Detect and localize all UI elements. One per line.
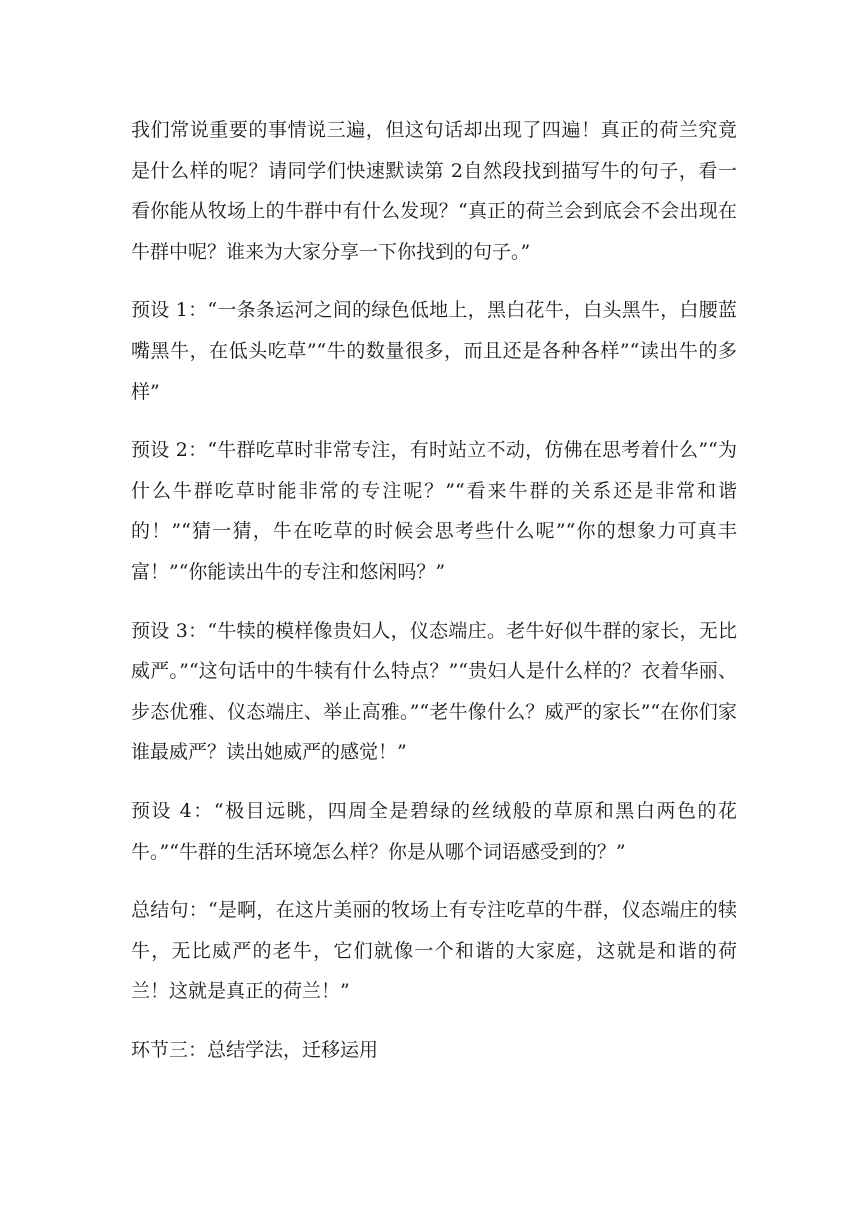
section-heading: 环节三：总结学法，迁移运用 (131, 1038, 379, 1061)
paragraph-intro: 我们常说重要的事情说三遍，但这句话却出现了四遍！真正的荷兰究竟是什么样的呢？请同学们快速默读第 2自然段找到描写牛的句子，看一看你能从牧场上的牛群中有什么发现？“真正的荷兰会到底会不会出现在牛群中呢？谁来为大家分享一下你找到的句子。” (131, 119, 737, 263)
document-body (131, 110, 737, 1070)
paragraph-preset-2: 预设 2：“牛群吃草时非常专注，有时站立不动，仿佛在思考着什么”“为什么牛群吃草时能非常的专注呢？”“看来牛群的关系还是非常和谐的！”“猜一猜，牛在吃草的时候会思考些什么呢”“你的想象力可真丰富！”“你能读出牛的专注和悠闲吗？” (131, 439, 737, 583)
paragraph-summary: 总结句：“是啊，在这片美丽的牧场上有专注吃草的牛群，仪态端庄的犊牛，无比威严的老牛，它们就像一个和谐的大家庭，这就是和谐的荷兰！这就是真正的荷兰！” (131, 899, 737, 1003)
paragraph-preset-3: 预设 3：“牛犊的模样像贵妇人，仪态端庄。老牛好似牛群的家长，无比威严。”“这句话中的牛犊有什么特点？”“贵妇人是什么样的？衣着华丽、步态优雅、仪态端庄、举止高雅。”“老牛像什么？威严的家长”“在你们家谁最威严？读出她威严的感觉！” (131, 619, 737, 764)
paragraph-preset-4: 预设 4：“极目远眺，四周全是碧绿的丝绒般的草原和黑白两色的花牛。”“牛群的生活环境怎么样？你是从哪个词语感受到的？” (131, 799, 737, 863)
paragraph-preset-1: 预设 1：“一条条运河之间的绿色低地上，黑白花牛，白头黑牛，白腰蓝嘴黑牛，在低头吃草”“牛的数量很多，而且还是各种各样”“读出牛的多样” (131, 299, 737, 403)
